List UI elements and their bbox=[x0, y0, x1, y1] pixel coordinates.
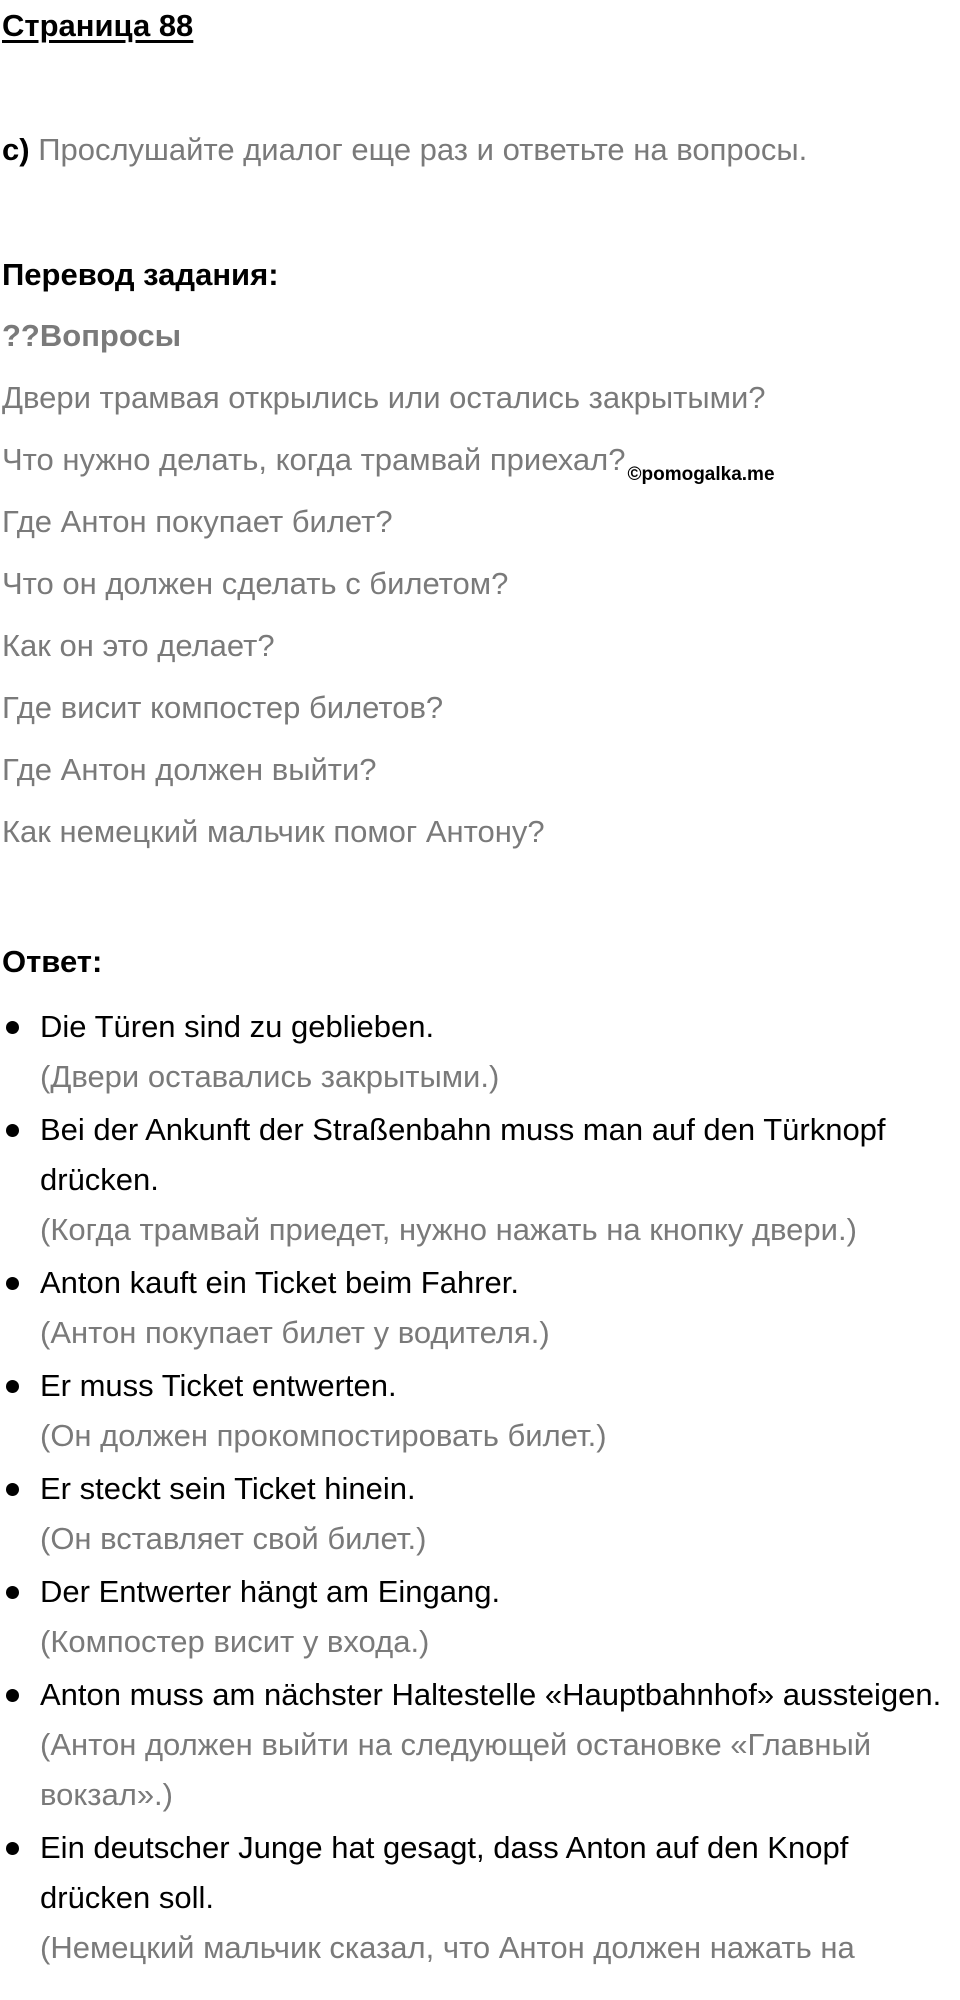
answer-german: Bei der Ankunft der Straßenbahn muss man auf den Türknopf drücken. bbox=[40, 1112, 886, 1197]
bullet-icon bbox=[6, 1842, 19, 1855]
question-item bbox=[2, 750, 775, 812]
answer-russian: (Он вставляет свой билет.) bbox=[40, 1521, 427, 1556]
question-item bbox=[2, 564, 775, 626]
answer-russian: (Компостер висит у входа.) bbox=[40, 1624, 430, 1659]
bullet-icon bbox=[6, 1586, 19, 1599]
answer-item bbox=[2, 1105, 952, 1255]
answer-item bbox=[2, 1567, 952, 1667]
answer-german: Der Entwerter hängt am Eingang. bbox=[40, 1574, 501, 1609]
question-text: Двери трамвая открылись или остались закрытыми? bbox=[2, 380, 766, 415]
answer-german: Anton kauft ein Ticket beim Fahrer. bbox=[40, 1265, 520, 1300]
answer-russian: (Немецкий мальчик сказал, что Антон должен нажать на bbox=[40, 1930, 855, 1965]
answer-russian: (Двери оставались закрытыми.) bbox=[40, 1059, 500, 1094]
question-item bbox=[2, 812, 775, 874]
questions-heading: ??Вопросы bbox=[2, 318, 182, 353]
question-item bbox=[2, 440, 775, 502]
task-line bbox=[2, 130, 807, 170]
answer-german: Er muss Ticket entwerten. bbox=[40, 1368, 397, 1403]
bullet-icon bbox=[6, 1277, 19, 1290]
answer-item bbox=[2, 1361, 952, 1461]
answer-item bbox=[2, 1464, 952, 1564]
bullet-icon bbox=[6, 1124, 19, 1137]
answer-russian: (Антон покупает билет у водителя.) bbox=[40, 1315, 550, 1350]
bullet-icon bbox=[6, 1021, 19, 1034]
bullet-icon bbox=[6, 1380, 19, 1393]
question-item bbox=[2, 378, 775, 440]
answer-german: Ein deutscher Junge hat gesagt, dass Anton auf den Knopf drücken soll. bbox=[40, 1830, 849, 1915]
question-text: Как он это делает? bbox=[2, 628, 275, 663]
watermark: ©pomogalka.me bbox=[627, 464, 775, 485]
answer-german: Die Türen sind zu geblieben. bbox=[40, 1009, 435, 1044]
answers-list bbox=[2, 1002, 952, 1976]
question-text: Где Антон должен выйти? bbox=[2, 752, 377, 787]
answer-item bbox=[2, 1002, 952, 1102]
answer-german: Er steckt sein Ticket hinein. bbox=[40, 1471, 416, 1506]
answer-russian: (Он должен прокомпостировать билет.) bbox=[40, 1418, 607, 1453]
translation-heading: Перевод задания: bbox=[2, 257, 279, 292]
answer-russian: (Когда трамвай приедет, нужно нажать на кнопку двери.) bbox=[40, 1212, 857, 1247]
question-item bbox=[2, 502, 775, 564]
question-item bbox=[2, 626, 775, 688]
task-marker: с) bbox=[2, 132, 30, 167]
question-text: Что он должен сделать с билетом? bbox=[2, 566, 509, 601]
questions-list bbox=[2, 378, 775, 874]
answer-item bbox=[2, 1670, 952, 1820]
question-text: Где Антон покупает билет? bbox=[2, 504, 393, 539]
question-text: Как немецкий мальчик помог Антону? bbox=[2, 814, 545, 849]
question-text: Где висит компостер билетов? bbox=[2, 690, 444, 725]
answer-item bbox=[2, 1258, 952, 1358]
question-item bbox=[2, 688, 775, 750]
bullet-icon bbox=[6, 1689, 19, 1702]
question-text: Что нужно делать, когда трамвай приехал? bbox=[2, 442, 626, 477]
page-title: Страница 88 bbox=[2, 8, 194, 43]
task-text: Прослушайте диалог еще раз и ответьте на вопросы. bbox=[38, 132, 808, 167]
answer-item bbox=[2, 1823, 952, 1973]
answer-russian: (Антон должен выйти на следующей остановке «Главный вокзал».) bbox=[40, 1727, 872, 1812]
answer-heading: Ответ: bbox=[2, 944, 103, 979]
answer-german: Anton muss am nächster Haltestelle «Hauptbahnhof» aussteigen. bbox=[40, 1677, 942, 1712]
bullet-icon bbox=[6, 1483, 19, 1496]
